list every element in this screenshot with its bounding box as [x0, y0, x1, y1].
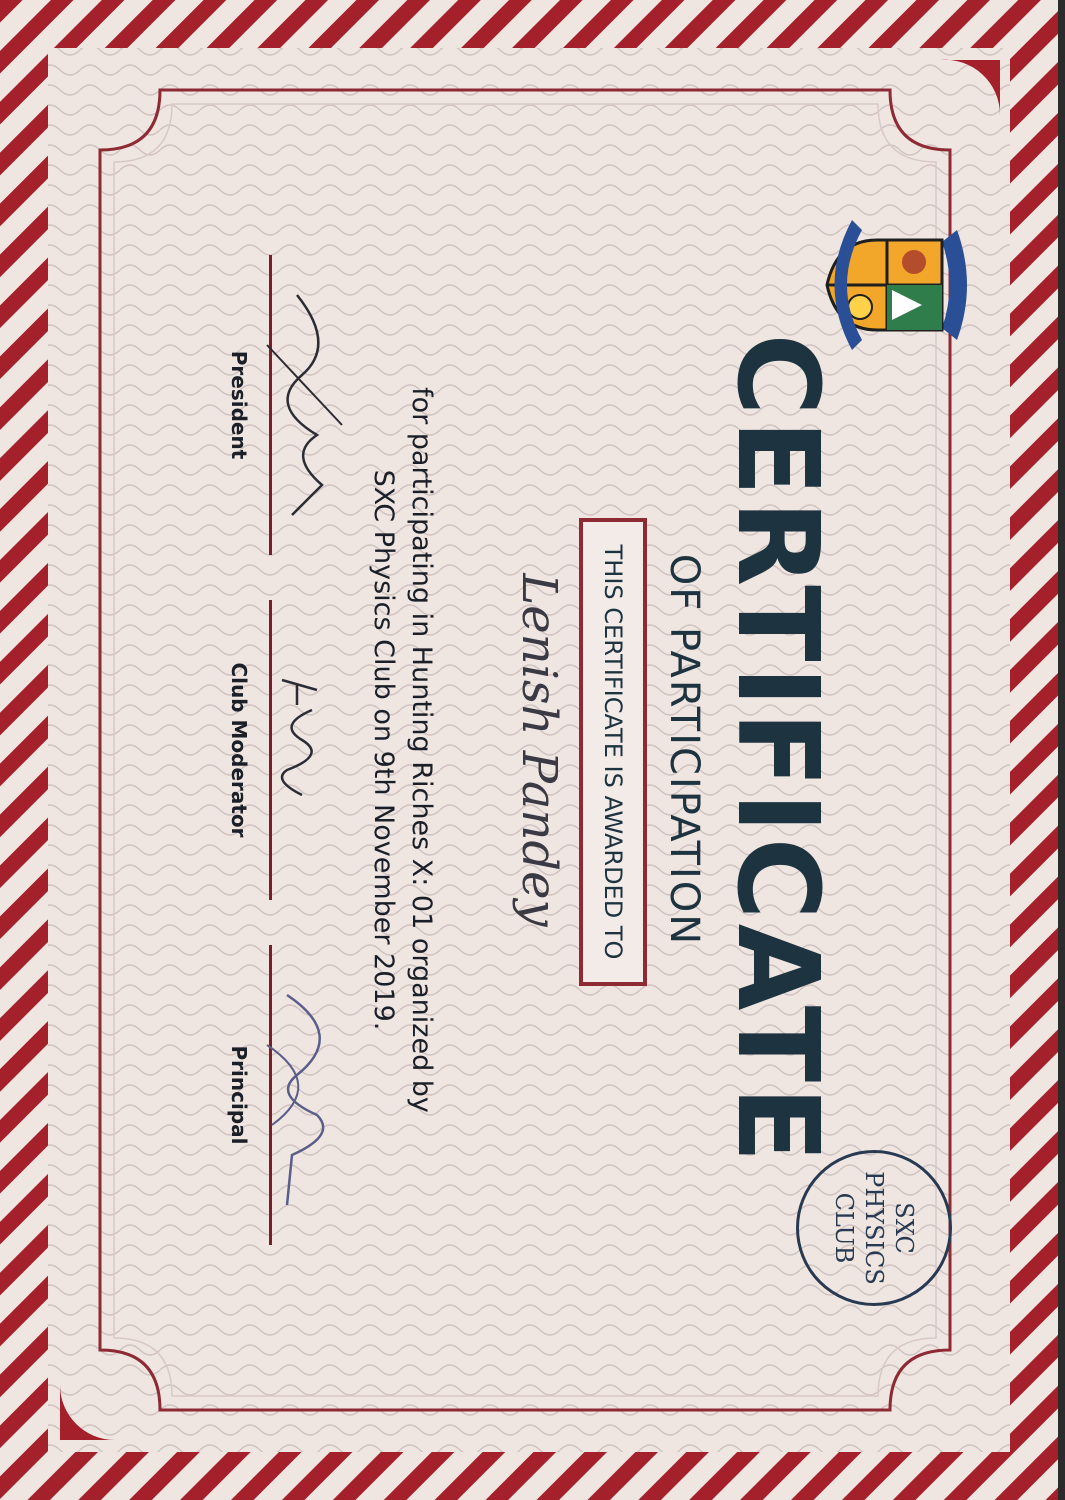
- certificate-content: [2, 0, 1052, 1500]
- description: [364, 250, 440, 1250]
- certificate-title: CERTIFICATE: [712, 333, 842, 1167]
- club-stamp: [796, 1150, 952, 1306]
- stamp-line-1: SXC: [890, 1202, 918, 1254]
- signature-role: Principal: [227, 1045, 251, 1145]
- signature-club-moderator: [227, 600, 272, 900]
- signature-scribble-icon: [257, 285, 357, 525]
- description-line-2: SXC Physics Club on 9th November 2019.: [368, 469, 399, 1031]
- stamp-line-2: PHYSICS: [860, 1171, 888, 1285]
- description-line-1: for participating in Hunting Riches X: 01 organized by: [406, 387, 437, 1113]
- signature-president: [227, 255, 272, 555]
- signature-principal: [227, 945, 272, 1245]
- college-crest-icon: [822, 210, 972, 360]
- signature-role: President: [227, 350, 251, 460]
- certificate-subtitle: OF PARTICIPATION: [661, 553, 707, 947]
- awarded-to-box: [579, 518, 647, 986]
- stamp-line-3: CLUB: [830, 1192, 858, 1264]
- awarded-to-label: THIS CERTIFICATE IS AWARDED TO: [599, 544, 627, 960]
- recipient-name: Lenish Pandey: [511, 573, 567, 927]
- signature-scribble-icon: [257, 975, 357, 1215]
- signature-role: Club Moderator: [227, 662, 251, 838]
- signature-scribble-icon: [257, 630, 357, 870]
